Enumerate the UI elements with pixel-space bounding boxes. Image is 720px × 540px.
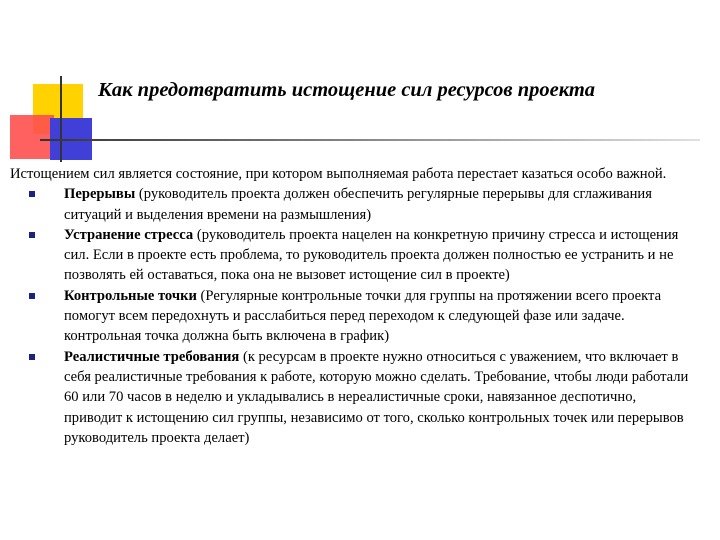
decor-vertical-line (60, 76, 62, 162)
title-underline (40, 139, 700, 141)
bullet-list (10, 184, 694, 448)
square-bullet-icon (29, 191, 35, 197)
square-bullet-icon (29, 293, 35, 299)
item-term: Перерывы (64, 186, 136, 203)
list-item (10, 184, 694, 225)
square-bullet-icon (29, 354, 35, 360)
list-item (10, 347, 694, 448)
item-term: Устранение стресса (64, 226, 194, 243)
list-item (10, 225, 694, 286)
item-text: (к ресурсам в проекте нужно относиться с уважением, что включает в себя реалистичные требования к работе, которую можно сделать. Требование, чтобы люди работали 60 или 70 часов в неделю и укладывались в нереалистичные сроки, навязанное деспотично, приводит к истощению сил группы, независимо от того, сколько контрольных точек или перерывов руководитель проекта делает) (64, 348, 689, 446)
slide-body (10, 164, 694, 448)
item-term: Контрольные точки (64, 287, 197, 304)
item-text: (Регулярные контрольные точки для группы на протяжении всего проекта помогут всем передохнуть и расслабиться перед переходом к следующей фазе или задаче. контрольная точка должна быть включена в график) (64, 287, 662, 345)
square-bullet-icon (29, 232, 35, 238)
item-term: Реалистичные требования (64, 348, 240, 365)
item-text: (руководитель проекта должен обеспечить регулярные перерывы для сглаживания ситуаций и выделения времени на размышления) (64, 186, 652, 223)
intro-paragraph: Истощением сил является состояние, при котором выполняемая работа перестает казаться особо важной. (10, 166, 667, 182)
slide-title: Как предотвратить истощение сил ресурсов проекта (98, 79, 596, 101)
decor-red-square (10, 115, 54, 159)
list-item (10, 286, 694, 347)
item-text: (руководитель проекта нацелен на конкретную причину стресса и истощения сил. Если в проекте есть проблема, то руководитель проекта должен полностью ее устранить и не позволять ей оставаться, пока она не вызовет истощение сил в проекте) (64, 226, 679, 284)
